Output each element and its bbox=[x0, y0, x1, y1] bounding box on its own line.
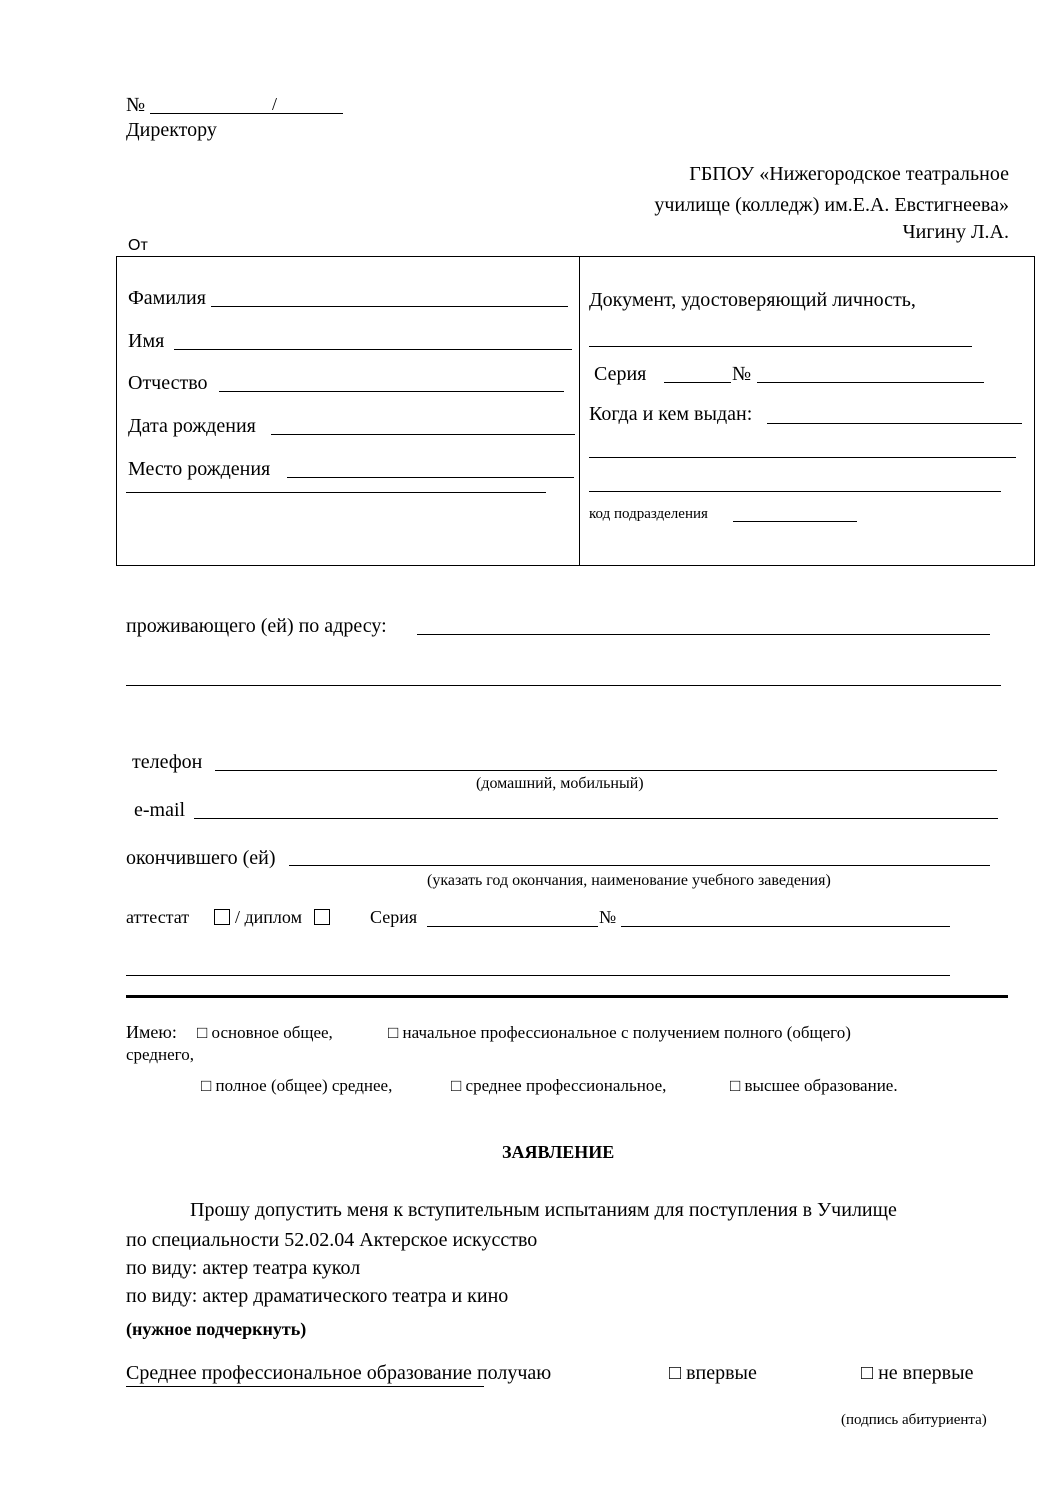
statement-line-2: по специальности 52.02.04 Актерское искусство bbox=[126, 1229, 538, 1251]
issued-field[interactable] bbox=[767, 423, 1022, 424]
org-name-line2: училище (колледж) им.Е.А. Евстигнеева» bbox=[654, 194, 1009, 216]
statement-line-3: по виду: актер театра кукол bbox=[126, 1257, 361, 1279]
doc-number-field[interactable] bbox=[757, 382, 984, 383]
division-code-label: код подразделения bbox=[589, 506, 708, 522]
statement-line-1: Прошу допустить меня к вступительным испытаниям для поступления в Училище bbox=[190, 1199, 897, 1221]
receive-education-underline bbox=[126, 1386, 484, 1387]
section-divider bbox=[126, 995, 1008, 998]
not-first-time-option[interactable]: □ не впервые bbox=[861, 1362, 974, 1384]
surname-label: Фамилия bbox=[128, 287, 206, 309]
diploma-label: / диплом bbox=[235, 907, 302, 927]
edu-series-label: Серия bbox=[370, 907, 418, 927]
graduated-label: окончившего (ей) bbox=[126, 847, 276, 869]
option-initial-professional[interactable]: □ начальное профессиональное с получением полного (общего) bbox=[388, 1023, 851, 1042]
certificate-label: аттестат bbox=[126, 907, 190, 927]
edu-extra-field[interactable] bbox=[126, 975, 950, 976]
issued-label: Когда и кем выдан: bbox=[589, 403, 753, 425]
statement-title: ЗАЯВЛЕНИЕ bbox=[502, 1142, 615, 1162]
number-field[interactable] bbox=[150, 113, 343, 114]
phone-field[interactable] bbox=[215, 770, 997, 771]
issued-field-3[interactable] bbox=[589, 491, 1001, 492]
number-label: № bbox=[126, 94, 146, 116]
graduated-hint: (указать год окончания, наименование учебного заведения) bbox=[427, 872, 831, 889]
option-secondary-professional[interactable]: □ среднее профессиональное, bbox=[451, 1076, 667, 1095]
document-title: Документ, удостоверяющий личность, bbox=[589, 289, 916, 311]
address-label: проживающего (ей) по адресу: bbox=[126, 615, 387, 637]
have-label: Имею: bbox=[126, 1022, 177, 1042]
issued-field-2[interactable] bbox=[589, 457, 1016, 458]
diploma-checkbox[interactable] bbox=[314, 909, 330, 925]
address-field[interactable] bbox=[417, 634, 990, 635]
edu-number-field[interactable] bbox=[621, 926, 950, 927]
addressee-director: Директору bbox=[126, 119, 217, 141]
org-name-line1: ГБПОУ «Нижегородское театральное bbox=[689, 163, 1009, 185]
email-field[interactable] bbox=[194, 818, 998, 819]
doc-series-field[interactable] bbox=[664, 382, 731, 383]
phone-hint: (домашний, мобильный) bbox=[476, 775, 644, 792]
number-slash: / bbox=[272, 94, 278, 114]
address-field-2[interactable] bbox=[126, 685, 1001, 686]
name-field[interactable] bbox=[174, 349, 572, 350]
name-label: Имя bbox=[128, 330, 165, 352]
first-time-option[interactable]: □ впервые bbox=[669, 1362, 757, 1384]
division-code-field[interactable] bbox=[733, 521, 857, 522]
birth-place-label: Место рождения bbox=[128, 458, 271, 480]
edu-series-field[interactable] bbox=[427, 926, 598, 927]
doc-number-label: № bbox=[732, 363, 752, 385]
birth-place-field[interactable] bbox=[287, 477, 574, 478]
underline-note: (нужное подчеркнуть) bbox=[126, 1319, 307, 1339]
option-higher[interactable]: □ высшее образование. bbox=[730, 1076, 898, 1095]
birth-place-field-2[interactable] bbox=[126, 492, 546, 493]
option-full-secondary[interactable]: □ полное (общее) среднее, bbox=[201, 1076, 393, 1095]
birth-date-label: Дата рождения bbox=[128, 415, 256, 437]
signature-hint: (подпись абитуриента) bbox=[841, 1412, 987, 1428]
doc-series-label: Серия bbox=[594, 363, 647, 385]
from-label: От bbox=[128, 237, 148, 254]
email-label: e-mail bbox=[134, 799, 186, 821]
option-basic-general[interactable]: □ основное общее, bbox=[197, 1023, 333, 1042]
graduated-field[interactable] bbox=[289, 865, 990, 866]
statement-line-4: по виду: актер драматического театра и кино bbox=[126, 1285, 509, 1307]
document-type-field[interactable] bbox=[589, 346, 972, 347]
edu-number-label: № bbox=[599, 907, 617, 927]
phone-label: телефон bbox=[132, 751, 203, 773]
box-divider bbox=[579, 256, 580, 566]
receive-education-label: Среднее профессиональное образование получаю bbox=[126, 1362, 552, 1384]
patronymic-label: Отчество bbox=[128, 372, 208, 394]
director-name: Чигину Л.А. bbox=[902, 221, 1009, 243]
birth-date-field[interactable] bbox=[271, 434, 575, 435]
patronymic-field[interactable] bbox=[219, 391, 564, 392]
certificate-checkbox[interactable] bbox=[214, 909, 230, 925]
option-initial-professional-cont: среднего, bbox=[126, 1045, 194, 1064]
surname-field[interactable] bbox=[211, 306, 568, 307]
